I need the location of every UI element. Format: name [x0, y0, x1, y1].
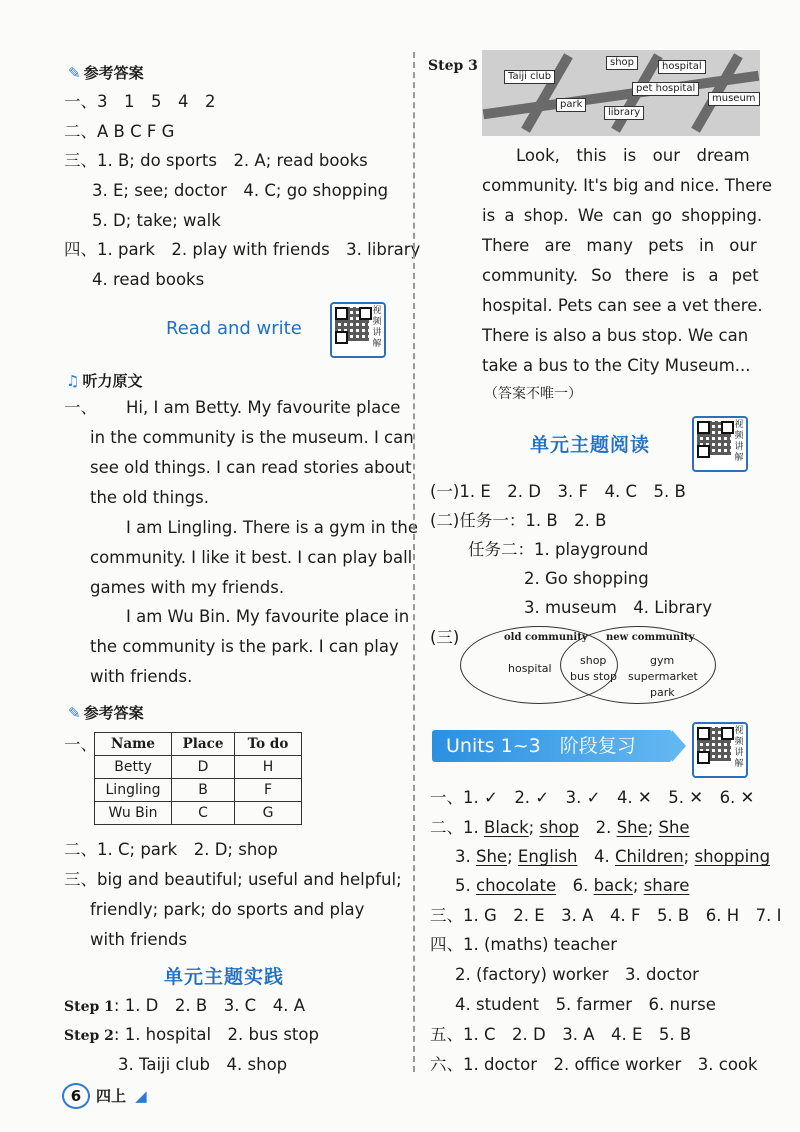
step1-text: : 1. D 2. B 3. C 4. A	[113, 996, 305, 1015]
venn-left-item: hospital	[508, 662, 552, 675]
table-row	[95, 802, 302, 825]
answer-line: 二、A B C F G	[64, 122, 175, 141]
underlined-word: English	[517, 847, 578, 866]
venn-right-item: park	[650, 686, 675, 699]
venn-left-title: old community	[504, 632, 588, 643]
transcript-line: I am Wu Bin. My favourite place in	[126, 607, 410, 626]
underlined-word: She	[476, 847, 508, 866]
reading-line: (二)任务一：1. B 2. B	[430, 511, 607, 530]
transcript-line: the old things.	[90, 488, 210, 507]
qr-label: 视频讲解	[372, 306, 382, 349]
reading-line: 3. museum 4. Library	[524, 598, 712, 617]
review-line: 六、1. doctor 2. office worker 3. cook	[430, 1055, 758, 1074]
bird-icon: ◢	[135, 1087, 147, 1105]
reading-line: 2. Go shopping	[524, 569, 649, 588]
table-cell: F	[235, 779, 302, 802]
qr-label: 视频讲解	[734, 420, 744, 463]
answer-table	[94, 732, 302, 825]
essay-line: is a shop. We can go shopping.	[482, 206, 763, 225]
review-banner: Units 1~3 阶段复习	[432, 730, 672, 762]
essay-line: community. It's big and nice. There	[482, 176, 772, 195]
venn-both-item: shop	[580, 654, 607, 667]
essay-line: There is also a bus stop. We can	[482, 326, 749, 345]
step1-line	[64, 996, 305, 1017]
reading-line: 任务二：1. playground	[468, 540, 649, 559]
transcript-line: games with my friends.	[90, 578, 285, 597]
review-line: 3. She; English 4. Children; shopping	[455, 847, 771, 866]
qr-code-icon[interactable]	[330, 302, 386, 358]
table-cell: C	[172, 802, 235, 825]
qr-code-icon[interactable]	[692, 722, 748, 778]
underlined-word: She	[616, 818, 648, 837]
transcript-line: see old things. I can read stories about	[90, 458, 412, 477]
table-row	[95, 779, 302, 802]
answer-line: 5. D; take; walk	[92, 211, 221, 230]
map-label: museum	[708, 92, 760, 106]
answer-header-1: ✎ 参考答案	[68, 64, 144, 82]
review-line: 三、1. G 2. E 3. A 4. F 5. B 6. H 7. I	[430, 906, 782, 925]
review-line: 一、1. ✓ 2. ✓ 3. ✓ 4. ✕ 5. ✕ 6. ✕	[430, 788, 755, 807]
answer-header-2: ✎ 参考答案	[68, 704, 144, 722]
answer-line: friendly; park; do sports and play	[90, 900, 365, 919]
page-number	[62, 1083, 147, 1109]
table-header: Name	[95, 733, 172, 756]
review-line: 5. chocolate 6. back; share	[455, 876, 690, 895]
table-cell: B	[172, 779, 235, 802]
transcript-line: in the community is the museum. I can	[90, 428, 414, 447]
transcript-line: the community is the park. I can play	[90, 637, 399, 656]
transcript-line: with friends.	[90, 667, 193, 686]
qr-code-icon[interactable]	[692, 416, 748, 472]
table-cell: H	[235, 756, 302, 779]
underlined-word: shop	[539, 818, 580, 837]
essay-line: community. So there is a pet	[482, 266, 759, 285]
practice-title: 单元主题实践	[164, 966, 285, 988]
review-line: 4. student 5. farmer 6. nurse	[455, 995, 716, 1014]
answer-line: 三、1. B; do sports 2. A; read books	[64, 151, 368, 170]
map-label: library	[604, 106, 644, 120]
grade-label: 四上	[96, 1087, 127, 1105]
answer-line: 一、3 1 5 4 2	[64, 92, 216, 111]
underlined-word: shopping	[694, 847, 771, 866]
map-label: park	[556, 98, 586, 112]
review-line: 二、1. Black; shop 2. She; She	[430, 818, 690, 837]
transcript-line: Hi, I am Betty. My favourite place	[126, 398, 401, 417]
pencil-icon: ✎	[68, 64, 81, 82]
answer-line: 二、1. C; park 2. D; shop	[64, 840, 278, 859]
table-cell: G	[235, 802, 302, 825]
reading-title: 单元主题阅读	[530, 434, 651, 456]
venn-right-item: gym	[650, 654, 675, 667]
community-map	[482, 50, 760, 136]
essay-line: There are many pets in our	[482, 236, 757, 255]
underlined-word: chocolate	[476, 876, 557, 895]
step3-label: Step 3	[428, 58, 478, 74]
step2-label: Step 2	[64, 1028, 114, 1044]
page-number-value: 6	[62, 1083, 90, 1109]
map-label: hospital	[658, 60, 706, 74]
table-cell: D	[172, 756, 235, 779]
pencil-icon: ✎	[68, 704, 81, 722]
transcript-line: I am Lingling. There is a gym in the	[126, 518, 419, 537]
column-divider	[413, 52, 415, 1072]
map-label: pet hospital	[632, 82, 699, 96]
review-line: 2. (factory) worker 3. doctor	[455, 965, 699, 984]
table-cell: Lingling	[95, 779, 172, 802]
table-cell: Wu Bin	[95, 802, 172, 825]
reading-line: (一)1. E 2. D 3. F 4. C 5. B	[430, 482, 686, 501]
qr-label: 视频讲解	[734, 726, 744, 769]
essay-line: hospital. Pets can see a vet there.	[482, 296, 763, 315]
review-line: 五、1. C 2. D 3. A 4. E 5. B	[430, 1025, 692, 1044]
answer-line: 三、big and beautiful; useful and helpful;	[64, 870, 402, 889]
essay-line: Look, this is our dream	[516, 146, 750, 165]
answer-line: 四、1. park 2. play with friends 3. library	[64, 240, 421, 259]
venn-number: (三)	[430, 628, 460, 647]
review-line: 四、1. (maths) teacher	[430, 935, 618, 954]
table-header: Place	[172, 733, 235, 756]
underlined-word: back	[593, 876, 633, 895]
underlined-word: share	[643, 876, 690, 895]
map-label: shop	[606, 56, 638, 70]
step2-text: : 1. hospital 2. bus stop	[113, 1025, 319, 1044]
venn-right-item: supermarket	[628, 670, 698, 683]
venn-both-item: bus stop	[570, 670, 617, 683]
listening-header: ♫ 听力原文	[66, 372, 143, 390]
underlined-word: Children	[615, 847, 684, 866]
underlined-word: Black	[484, 818, 529, 837]
table-row	[95, 756, 302, 779]
headphones-icon: ♫	[66, 372, 80, 390]
step2-line	[64, 1025, 319, 1046]
essay-note: （答案不唯一）	[484, 386, 582, 402]
venn-right-title: new community	[606, 632, 695, 643]
step2-continued: 3. Taiji club 4. shop	[118, 1055, 288, 1074]
venn-diagram	[460, 624, 716, 704]
underlined-word: She	[658, 818, 690, 837]
answer-line: 4. read books	[92, 270, 205, 289]
map-label: Taiji club	[504, 70, 555, 84]
table-number: 一、	[64, 735, 97, 754]
read-write-title: Read and write	[166, 318, 302, 339]
table-header: To do	[235, 733, 302, 756]
listening-number: 一、	[64, 398, 97, 417]
table-cell: Betty	[95, 756, 172, 779]
transcript-line: community. I like it best. I can play ball	[90, 548, 413, 567]
answer-line: 3. E; see; doctor 4. C; go shopping	[92, 181, 389, 200]
essay-line: take a bus to the City Museum...	[482, 356, 751, 375]
step1-label: Step 1	[64, 999, 114, 1015]
answer-line: with friends	[90, 930, 188, 949]
